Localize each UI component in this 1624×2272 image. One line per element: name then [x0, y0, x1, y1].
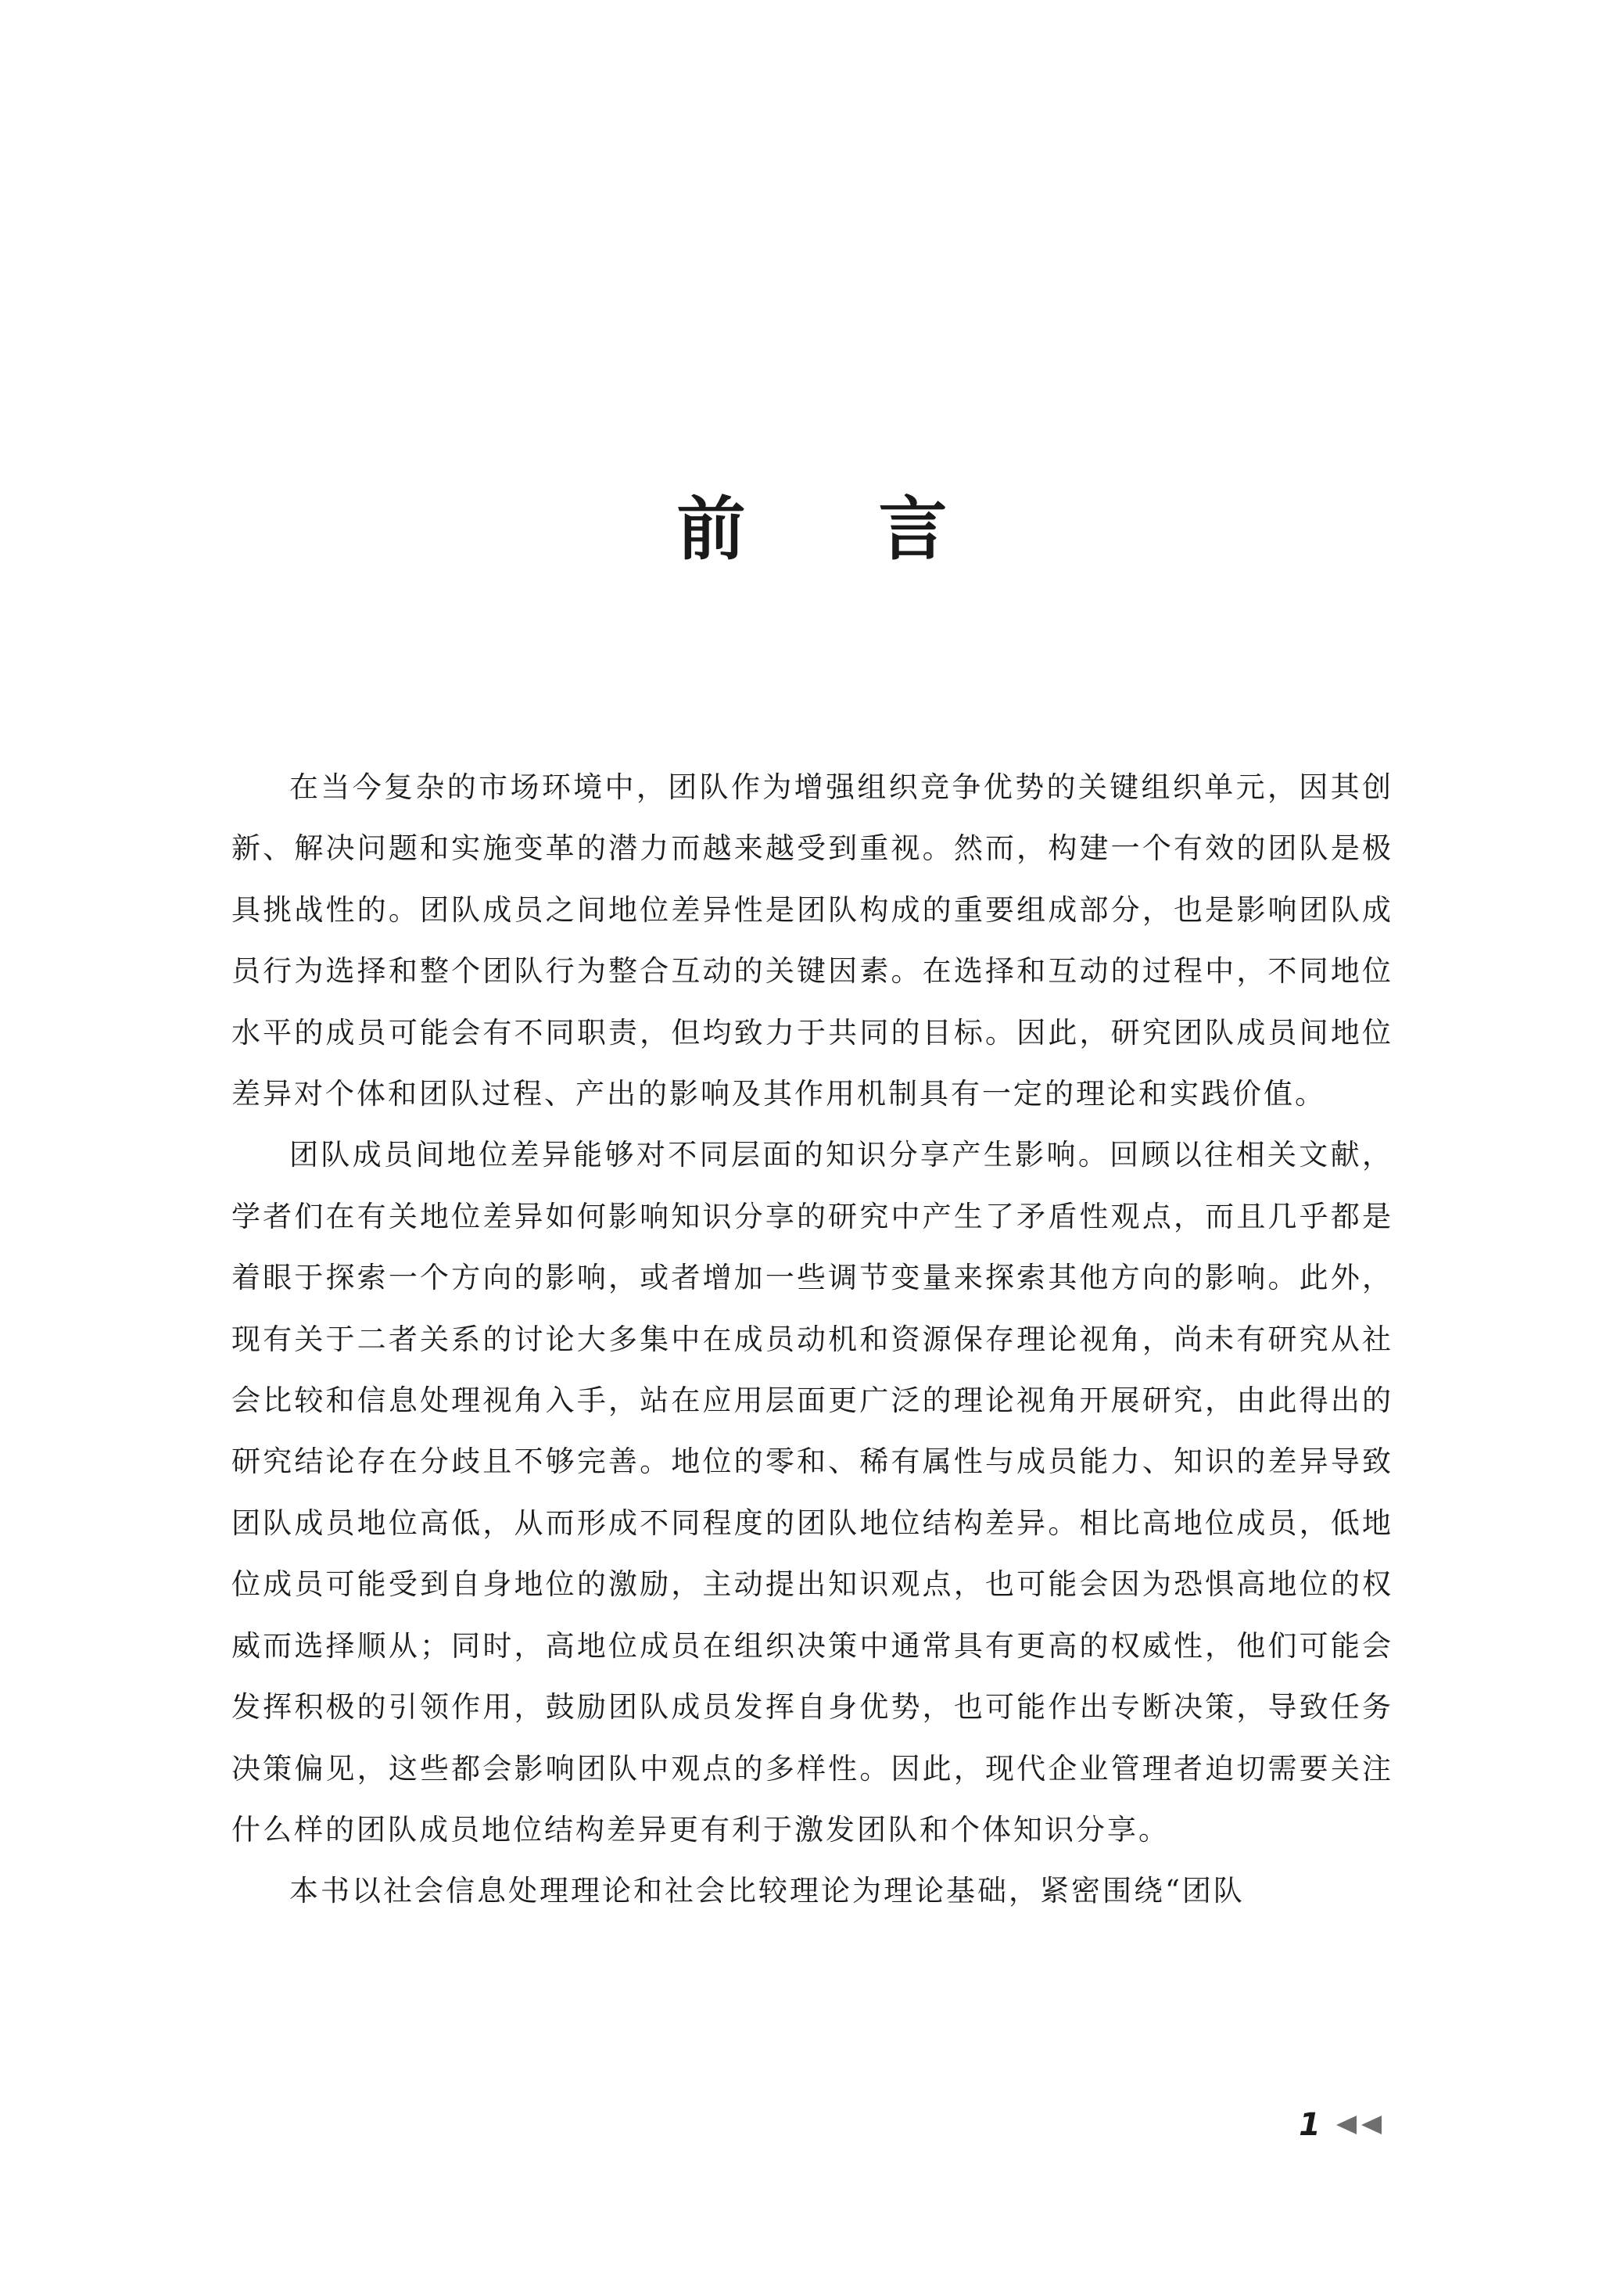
page-footer	[1299, 2107, 1383, 2143]
double-left-triangle-icon	[1335, 2115, 1383, 2135]
page-title-char-1: 前	[676, 488, 746, 569]
page-title	[0, 482, 1624, 576]
paragraph-2: 团队成员间地位差异能够对不同层面的知识分享产生影响。回顾以往相关文献，学者们在有关地位差异如何影响知识分享的研究中产生了矛盾性观点，而且几乎都是着眼于探索一个方向的影响，或者增加一些调节变量来探索其他方向的影响。此外，现有关于二者关系的讨论大多集中在成员动机和资源保存理论视角，尚未有研究从社会比较和信息处理视角入手，站在应用层面更广泛的理论视角开展研究，由此得出的研究结论存在分歧且不够完善。地位的零和、稀有属性与成员能力、知识的差异导致团队成员地位高低，从而形成不同程度的团队地位结构差异。相比高地位成员，低地位成员可能受到自身地位的激励，主动提出知识观点，也可能会因为恐惧高地位的权威而选择顺从；同时，高地位成员在组织决策中通常具有更高的权威性，他们可能会发挥积极的引领作用，鼓励团队成员发挥自身优势，也可能作出专断决策，导致任务决策偏见，这些都会影响团队中观点的多样性。因此，现代企业管理者迫切需要关注什么样的团队成员地位结构差异更有利于激发团队和个体知识分享。	[231, 1138, 1393, 1847]
paragraph-3: 本书以社会信息处理理论和社会比较理论为理论基础，紧密围绕“团队	[289, 1874, 1245, 1908]
page-number: 1	[1299, 2107, 1321, 2143]
page-title-char-2: 言	[878, 488, 948, 569]
paragraph-1: 在当今复杂的市场环境中，团队作为增强组织竞争优势的关键组织单元，因其创新、解决问题和实施变革的潜力而越来越受到重视。然而，构建一个有效的团队是极具挑战性的。团队成员之间地位差异性是团队构成的重要组成部分，也是影响团队成员行为选择和整个团队行为整合互动的关键因素。在选择和互动的过程中，不同地位水平的成员可能会有不同职责，但均致力于共同的目标。因此，研究团队成员间地位差异对个体和团队过程、产出的影响及其作用机制具有一定的理论和实践价值。	[231, 770, 1393, 1111]
body-text	[231, 757, 1393, 1922]
